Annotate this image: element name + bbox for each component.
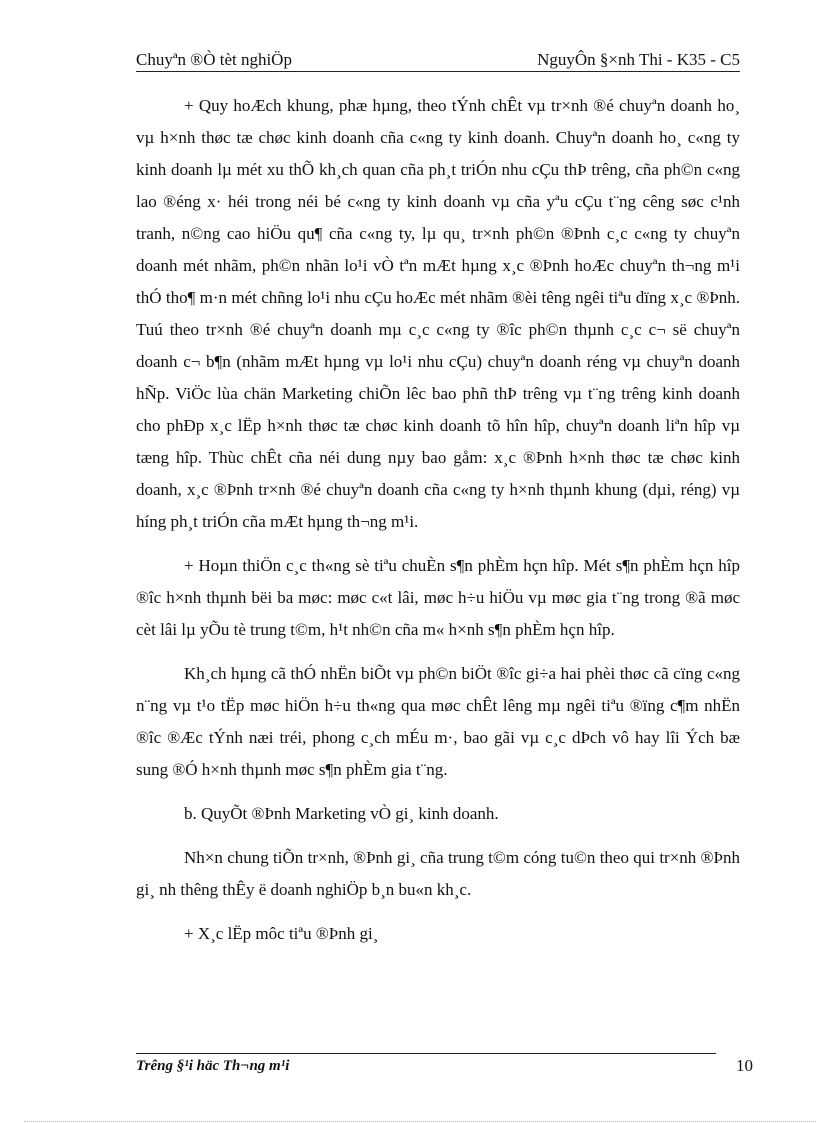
paragraph-customer-perception: Kh¸ch hµng cã thÓ nhËn biÕt vµ ph©n biÖt ®îc gi÷a hai phèi thøc cã cïng c«ng n¨ng vµ t¹o tËp møc hiÖn h÷u th«ng qua møc chÊt lêng mµ ngêi tiªu ®ïng c¶m nhËn ®îc ®Æc tÝnh næi tréi, phong c¸ch mÉu m·, bao gãi vµ c¸c dÞch vô hay lîi Ých bæ sung ®Ó h×nh thµnh møc s¶n phÈm gia t¨ng. xyxy=(136,664,740,779)
paragraph-pricing-process: Nh×n chung tiÕn tr×nh, ®Þnh gi¸ cña trung t©m cóng tu©n theo qui tr×nh ®Þnh gi¸ nh thêng thÊy ë doanh nghiÖp b¸n bu«n kh¸c. xyxy=(136,848,740,899)
paragraph-product-mix-standards: + Hoµn thiÖn c¸c th«ng sè tiªu chuÈn s¶n phÈm hçn hîp. Mét s¶n phÈm hçn hîp ®îc h×nh thµnh bëi ba møc: møc c«t lâi, møc h÷u hiÖu vµ møc gia t¨ng trong ®ã møc cèt lâi lµ yÕu tè trung t©m, h¹t nh©n cña m« h×nh s¶n phÈm hçn hîp. xyxy=(136,556,740,639)
paragraph-product-line-planning: + Quy hoÆch khung, phæ hµng, theo tÝnh chÊt vµ tr×nh ®é chuyªn doanh ho¸ vµ h×nh thøc tæ chøc kinh doanh cña c«ng ty kinh doanh. Chuyªn doanh ho¸ c«ng ty kinh doanh lµ mét xu thÕ kh¸ch quan cña ph¸t triÓn nhu cÇu thÞ trêng, cña ph©n c«ng lao ®éng x· héi trong néi bé c«ng ty kinh doanh vµ cña yªu cÇu t¨ng cêng søc c¹nh tranh, n©ng cao hiÖu qu¶ cña c«ng ty, lµ qu¸ tr×nh ph©n ®Þnh c¸c c«ng ty chuyªn doanh mét nhãm, ph©n nhãn lo¹i vÒ tªn mÆt hµng x¸c ®Þnh hoÆc chuyªn th¬ng m¹i thÓ tho¶ m·n mét chñng lo¹i nhu cÇu hoÆc mét nhãm ®èi têng ngêi tiªu dïng x¸c ®Þnh. Tuú theo tr×nh ®é chuyªn doanh mµ c¸c c«ng ty ®îc ph©n thµnh c¸c c¬ së chuyªn doanh c¬ b¶n (nhãm mÆt hµng vµ lo¹i nhu cÇu) chuyªn doanh réng vµ chuyªn doanh hÑp. ViÖc lùa chän Marketing chiÕn lêc bao phñ thÞ trêng vµ t¨ng trêng kinh doanh cho phÐp x¸c lËp h×nh thøc tæ chøc kinh doanh tõ hîn hîp, chuyªn doanh liªn hîp vµ tæng hîp. Thùc chÊt cña néi dung nµy bao gåm: x¸c ®Þnh h×nh thøc tæ chøc kinh doanh, x¸c ®Þnh tr×nh ®é chuyªn doanh cña c«ng ty h×nh thµnh khung (dµi, réng) vµ híng ph¸t triÓn cña mÆt hµng th¬ng m¹i. xyxy=(136,96,740,531)
document-body xyxy=(136,90,740,950)
footer-university: Trêng §¹i häc Th¬ng m¹i xyxy=(136,1058,290,1074)
header-author: NguyÔn §×nh Thi - K35 - C5 xyxy=(537,50,740,69)
page-number: 10 xyxy=(736,1056,753,1075)
page-bottom-border xyxy=(24,1121,816,1122)
header-rule xyxy=(136,71,740,72)
section-heading-pricing: b. QuyÕt ®Þnh Marketing vÒ gi¸ kinh doanh. xyxy=(184,804,499,823)
page-header xyxy=(136,50,740,72)
header-thesis-title: Chuyªn ®Ò tèt nghiÖp xyxy=(136,50,292,69)
footer-rule xyxy=(136,1053,716,1054)
paragraph-pricing-objectives: + X¸c lËp môc tiªu ®Þnh gi¸ xyxy=(184,924,379,943)
